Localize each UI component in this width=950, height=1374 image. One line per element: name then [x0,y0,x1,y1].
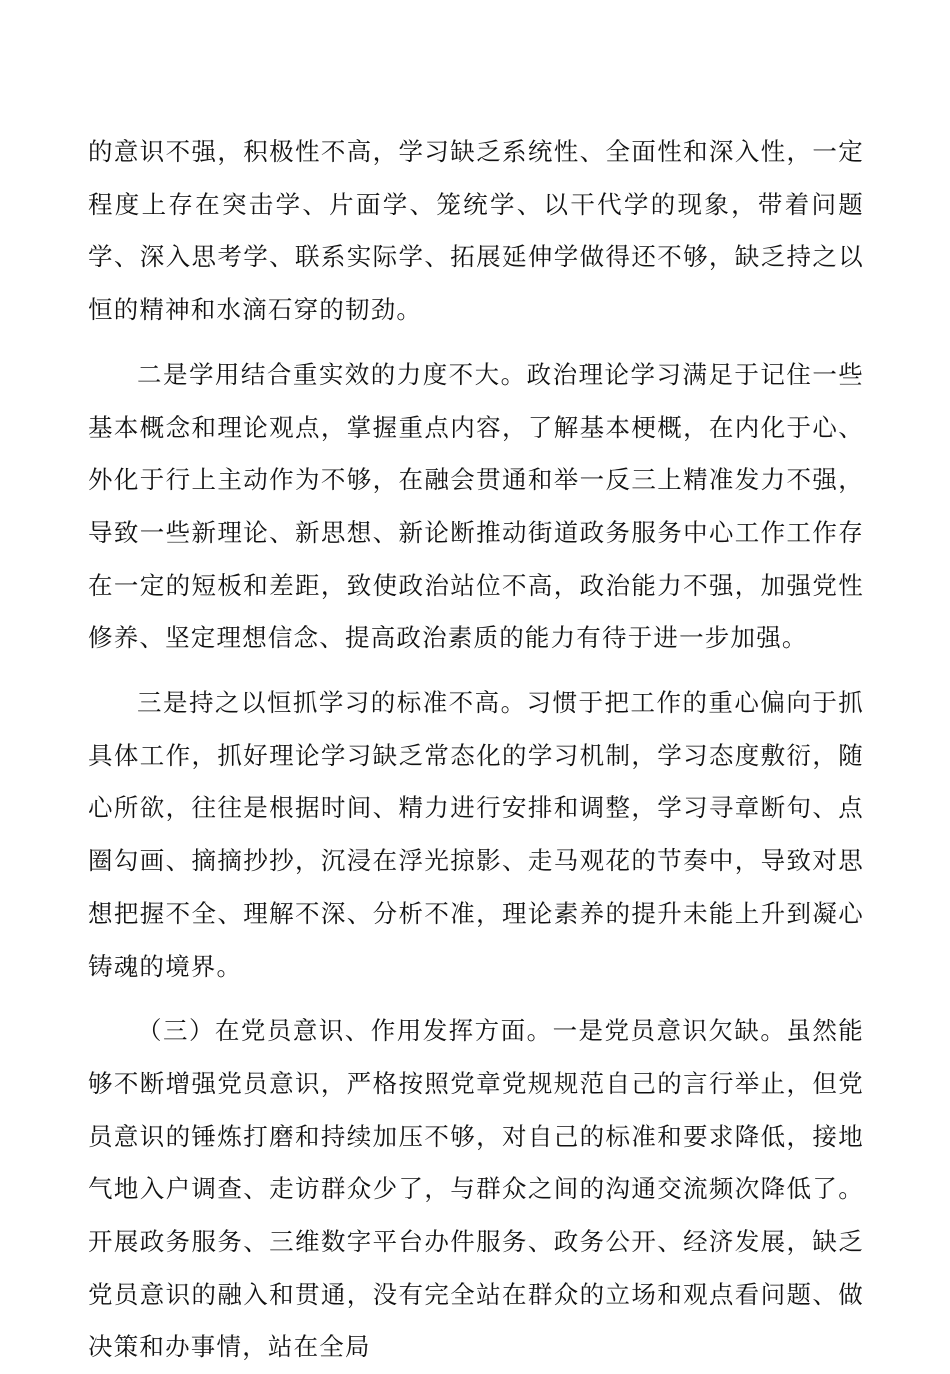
document-page [88,126,864,1374]
paragraph-1: 的意识不强，积极性不高，学习缺乏系统性、全面性和深入性，一定程度上存在突击学、片面学、笼统学、以干代学的现象，带着问题学、深入思考学、联系实际学、拓展延伸学做得还不够，缺乏持之以恒的精神和水滴石穿的韧劲。 [88,137,864,325]
paragraph-2: 二是学用结合重实效的力度不大。政治理论学习满足于记住一些基本概念和理论观点，掌握重点内容，了解基本梗概，在内化于心、外化于行上主动作为不够，在融会贯通和举一反三上精准发力不强，导致一些新理论、新思想、新论断推动街道政务服务中心工作工作存在一定的短板和差距，致使政治站位不高，政治能力不强，加强党性修养、坚定理想信念、提高政治素质的能力有待于进一步加强。 [88,359,864,653]
paragraph-3: 三是持之以恒抓学习的标准不高。习惯于把工作的重心偏向于抓具体工作，抓好理论学习缺乏常态化的学习机制，学习态度敷衍，随心所欲，往往是根据时间、精力进行安排和调整，学习寻章断句、点圈勾画、摘摘抄抄，沉浸在浮光掠影、走马观花的节奏中，导致对思想把握不全、理解不深、分析不准，理论素养的提升未能上升到凝心铸魂的境界。 [88,688,864,981]
paragraph-4: （三）在党员意识、作用发挥方面。一是党员意识欠缺。虽然能够不断增强党员意识，严格按照党章党规规范自己的言行举止，但党员意识的锤炼打磨和持续加压不够，对自己的标准和要求降低，接地气地入户调查、走访群众少了，与群众之间的沟通交流频次降低了。开展政务服务、三维数字平台办件服务、政务公开、经济发展，缺乏党员意识的融入和贯通，没有完全站在群众的立场和观点看问题、做决策和办事情，站在全局 [88,1016,864,1362]
